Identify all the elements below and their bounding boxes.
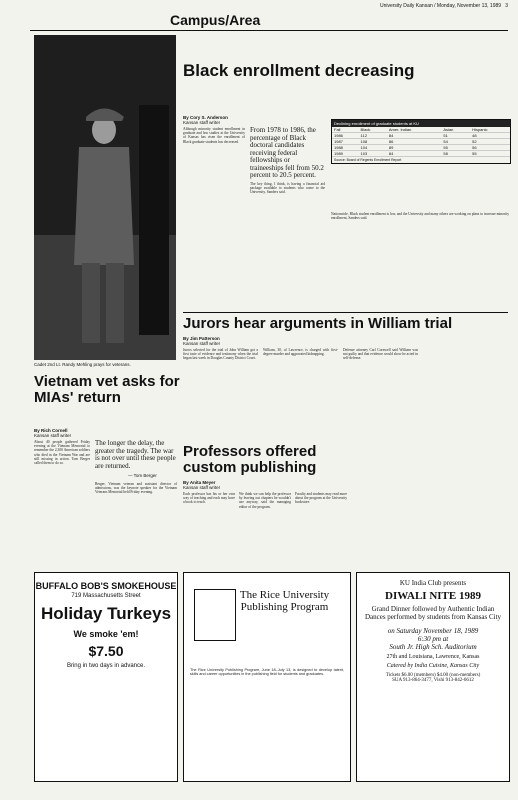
diwali-address: 27th and Louisiana, Lawrence, Kansas [386, 654, 480, 660]
col-black: Black [359, 127, 387, 133]
cell: 108 [359, 139, 387, 145]
rice-title: The Rice University Publishing Program [239, 589, 330, 613]
black-lead: From 1978 to 1986, the percentage of Black doctoral candidates receiving federal fellowships or traineeships fell from 50.2 percent to 20.5 percent. [250, 126, 324, 179]
vietnam-headline: Vietnam vet asks for MIAs' return [34, 373, 180, 406]
cell: 1988 [332, 145, 359, 151]
cell: 54 [441, 139, 470, 145]
table-title: Declining enrollment of graduate students at KU [332, 120, 510, 127]
diwali-tickets: Tickets $6.00 (members) $4.00 (non-members) [385, 673, 481, 678]
william-role: Kansan staff writer [183, 341, 221, 346]
buffalo-bob-ad [34, 572, 178, 782]
cell: 58 [441, 151, 470, 157]
page-number: 3 [505, 3, 508, 9]
cell: 89 [387, 145, 441, 151]
publish-body-col3: Faculty and students may read more about the program at the University bookstore. [295, 492, 347, 505]
diwali-desc: Grand Dinner followed by Authentic Indian Dances performed by students from Kansas City [364, 605, 502, 621]
buffalo-note: Bring in two days in advance. [66, 663, 146, 669]
cadet-photo [34, 35, 176, 360]
cell: 84 [387, 151, 441, 157]
cell: 52 [470, 139, 510, 145]
black-byline: By Cory S. Anderson [183, 115, 228, 120]
black-enrollment-headline: Black enrollment decreasing [183, 61, 415, 80]
vietnam-body-col1: About 40 people gathered Friday evening at the Vietnam Memorial to remember the 2,300 American soldiers who died in the Vietnam War and are still missing in action. Tom Berger called them to do so. [34, 440, 90, 466]
black-role: Kansan staff writer [183, 120, 221, 125]
william-byline: By Jim Patterson [183, 336, 220, 341]
william-body-col1: Jurors selected for the trial of John William got a first taste of evidence and testimony when the trial began last week in Douglas County District Court. [183, 348, 258, 361]
page-header [30, 3, 508, 9]
table-source: Source: Board of Regents Enrollment Report [334, 158, 402, 162]
black-body-col3: Nationwide, Black student enrollment is low, and the University and many others are working on plans to increase minority enrollment, Sanders said. [331, 212, 509, 221]
cell: 51 [441, 133, 470, 139]
diwali-phone: SUA 913-864-3477, Vishi 913-842-6612 [392, 678, 474, 683]
william-headline: Jurors hear arguments in William trial [183, 315, 453, 332]
cell: 55 [470, 151, 510, 157]
buffalo-title: BUFFALO BOB'S SMOKEHOUSE [35, 581, 177, 591]
buffalo-address: 719 Massachusetts Street [71, 593, 141, 599]
vietnam-quote-attribution: — Tom Berger [128, 473, 157, 478]
buffalo-price: $7.50 [88, 643, 124, 659]
section-title: Campus/Area [170, 12, 261, 28]
cell: 84 [387, 133, 441, 139]
cell: 48 [470, 133, 510, 139]
col-hispanic: Hispanic [470, 127, 510, 133]
diwali-org: KU India Club presents [399, 579, 467, 587]
cell: 112 [359, 133, 387, 139]
diwali-event: DIWALI NITE 1989 [385, 590, 481, 602]
header-rule [30, 30, 508, 31]
black-body-col2: The key thing, I think, is having a financial aid package available to students who come to the University, Sanders said. [250, 182, 325, 195]
publish-body-col1: Each professor has his or her own way of teaching and each may have a book to teach. [183, 492, 235, 505]
william-body-col3: Defense attorney Carl Cornwell said William was not guilty and that evidence would show he acted in self-defense. [343, 348, 418, 361]
col-asian: Asian [441, 127, 470, 133]
rice-ad [183, 572, 351, 782]
diwali-time: 6:30 pm at [417, 635, 449, 643]
cell: 55 [441, 145, 470, 151]
publish-body-col2: We think we can help the professor by leaving out chapters he wouldn't use anyway, said the managing editor of the program. [239, 492, 291, 509]
cell: 104 [359, 145, 387, 151]
buffalo-item: Holiday Turkeys [40, 604, 172, 623]
cell: 86 [387, 139, 441, 145]
diwali-venue: South Jr. High Sch. Auditorium [389, 643, 477, 651]
buffalo-slogan: We smoke 'em! [73, 629, 139, 639]
publish-role: Kansan staff writer [183, 485, 221, 490]
diwali-ad [356, 572, 510, 782]
dateline: University Daily Kansan / Monday, November 13, 1989 [379, 3, 502, 9]
rice-logo [194, 589, 236, 641]
enrollment-table [331, 119, 511, 164]
black-body-col1: Although minority student enrollment in graduate and law studies at the University of Kansas has risen the enrollment of Black graduate students has decreased. [183, 127, 245, 144]
vietnam-byline: By Rich Cornell [34, 428, 68, 433]
cell: 1987 [332, 139, 359, 145]
col-amer-indian: Amer. Indian [387, 127, 441, 133]
col-fall: Fall [332, 127, 359, 133]
cell: 1986 [332, 133, 359, 139]
diwali-catering: Catered by India Cuisine, Kansas City [386, 663, 480, 669]
cell: 56 [470, 145, 510, 151]
publish-byline: By Anita Meyer [183, 480, 216, 485]
vietnam-role: Kansan staff writer [34, 433, 72, 438]
table-row [332, 151, 510, 157]
william-body-col2: William, 30, of Lawrence, is charged with first-degree murder and aggravated kidnapping. [263, 348, 338, 357]
vietnam-pull-quote: The longer the delay, the greater the tragedy. The war is not over until these people are returned. [95, 439, 176, 470]
diwali-date: on Saturday November 18, 1989 [387, 627, 479, 635]
story-rule [183, 312, 508, 313]
vietnam-body-col2: Berger, Vietnam veteran and assistant director of admissions, was the keynote speaker for the Vietnam Veterans Memorial held Friday evening. [95, 482, 177, 495]
photo-caption: Cadet 2nd Lt. Randy Mehling prays for veterans. [34, 362, 131, 367]
cell: 1989 [332, 151, 359, 157]
publish-headline: Professors offered custom publishing [183, 443, 317, 476]
cell: 103 [359, 151, 387, 157]
rice-body: The Rice University Publishing Program, June 18–July 13, is designed to develop talent, skills and career opportunities in the publishing field for students and graduates. [190, 668, 344, 677]
